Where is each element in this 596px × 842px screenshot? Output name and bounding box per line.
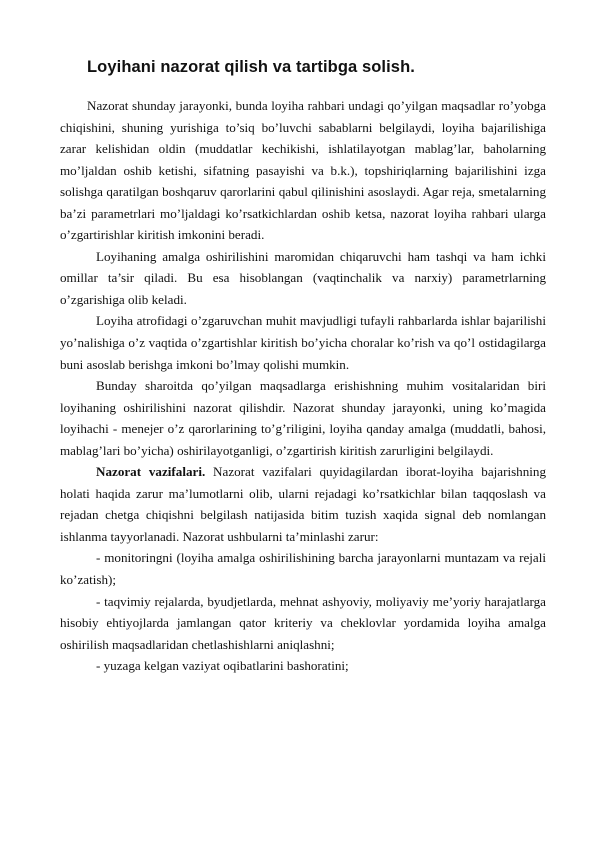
body-paragraph: Nazorat shunday jarayonki, bunda loyiha rahbari undagi qo’yilgan maqsadlar ro’yobga chiqishini, shuning yurishiga to’siq bo’luvchi sabablarni belgilaydi, loyiha bajarilishiga zarar kelishidan oldin (muddatlar kechikishi, ishlatilayotgan mablag’lar, baholarning mo’ljaldan oshib ketishi, sifatning pasayishi va b.k.), topshiriqlarning bajarilishini izga solishga qaratilgan boshqaruv qarorlarini qabul qilinishini asoslaydi. Agar reja, smetalarning ba’zi parametrlari mo’ljaldagi ko’rsatkichlardan oshib ketsa, nazorat loyiha rahbari ularga o’zgartirishlar kiritish imkonini beradi. xyxy=(60,98,546,243)
tasks-bold-lead: Nazorat vazifalari. xyxy=(96,464,206,480)
tasks-paragraph xyxy=(60,461,546,547)
list-item: - taqvimiy rejalarda, byudjetlarda, mehnat ashyoviy, moliyaviy me’yoriy harajatlarga hisobiy ehtiyojlarda jamlangan qator kriteriy va cheklovlar yordamida loyiha amalga oshirilish maqsadlaridan chetlashishlarni aniqlashni; xyxy=(60,593,546,652)
body-paragraph: Loyiha atrofidagi o’zgaruvchan muhit mavjudligi tufayli rahbarlarda ishlar bajarilishi yo’nalishiga o’z vaqtida o’zgartishlar kiritish bo’yicha choralar ko’rish va qo’l ostidagilarga buni asoslab berishga imkoni bo’lmay qolishi mumkin. xyxy=(60,313,546,372)
list-item: - monitoringni (loyiha amalga oshirilishining barcha jarayonlarni muntazam va rejali ko’zatish); xyxy=(60,550,546,588)
tasks-text: Nazorat vazifalari quyidagilardan iborat-loyiha bajarishning holati haqida zarur ma’lumotlarni olib, ularni rejadagi ko’rsatkichlar bilan taqqoslash va rejadan chetga chiqishni belgilash natijasida bitim tuzish xaqida signal deb nomlangan ishlanma tayyorlanadi. Nazorat ushbularni ta’minlashi zarur: xyxy=(60,464,547,544)
body-paragraph: Bunday sharoitda qo’yilgan maqsadlarga erishishning muhim vositalaridan biri loyihaning oshirilishini nazorat qilishdir. Nazorat shunday jarayonki, uning ko’magida loyihachi - menejer o’z qarorlarining to’g’riligini, loyiha qanday amalga (muddatli, bahosi, mablag’lari bo’yicha) oshirilayotganligi, o’zgartirish kiritish zarurligini belgilaydi. xyxy=(60,378,546,458)
section-heading: Loyihani nazorat qilish va tartibga solish. xyxy=(87,58,415,76)
document-body xyxy=(60,95,546,677)
list-item: - yuzaga kelgan vaziyat oqibatlarini bashoratini; xyxy=(96,658,349,674)
body-paragraph: Loyihaning amalga oshirilishini maromidan chiqaruvchi ham tashqi va ham ichki omillar ta’sir qiladi. Bu esa hisoblangan (vaqtinchalik va narxiy) parametrlarning o’zgarishiga olib keladi. xyxy=(60,248,546,307)
